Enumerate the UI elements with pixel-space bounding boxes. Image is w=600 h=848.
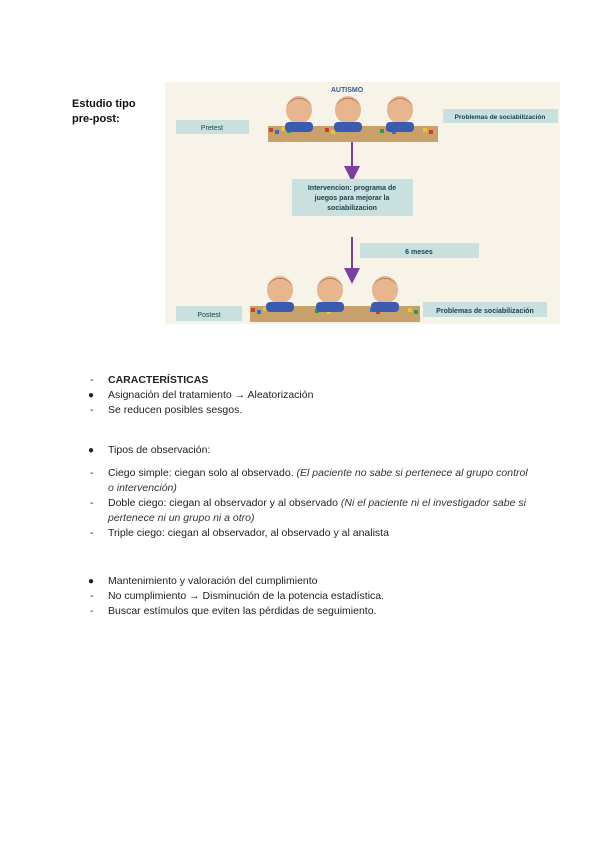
observation-types-list bbox=[88, 466, 528, 541]
intervention-box bbox=[292, 179, 413, 216]
postest-label: Postest bbox=[197, 312, 221, 319]
problem-label-top: Problemas de sociabilización bbox=[454, 114, 546, 121]
observation-types-heading: ● Tipos de observación: bbox=[88, 444, 211, 456]
problem-label-bottom: Problemas de sociabilización bbox=[436, 308, 534, 315]
duration-box bbox=[360, 243, 479, 258]
pre-post-diagram bbox=[165, 82, 560, 324]
children-illustration-bottom bbox=[250, 276, 420, 322]
intervention-line1: Intervencion: programa de bbox=[307, 185, 397, 192]
duration-label: 6 meses bbox=[405, 249, 433, 256]
intervention-line2: juegos para mejorar la bbox=[314, 195, 390, 202]
study-type-label bbox=[72, 97, 136, 127]
postest-box bbox=[176, 306, 242, 321]
list-item: - Buscar estímulos que eviten las pérdidas de seguimiento. bbox=[90, 605, 377, 617]
compliance-heading: ● Mantenimiento y valoración del cumplimiento bbox=[88, 575, 318, 587]
study-type-line2: pre-post: bbox=[72, 113, 120, 125]
children-illustration-top bbox=[268, 96, 438, 142]
pretest-label: Pretest bbox=[200, 125, 224, 132]
list-item: ● Asignación del tratamiento → Aleatorización bbox=[88, 389, 314, 401]
list-item: - Doble ciego: ciegan al observador y al observado (Ni el paciente ni el investigador sabe si pertenece ni un grupo ni a otro) bbox=[90, 497, 526, 524]
characteristics-heading: - CARACTERÍSTICAS bbox=[90, 374, 209, 386]
compliance-section bbox=[88, 574, 384, 619]
problem-box-bottom bbox=[423, 302, 547, 317]
list-item: - Ciego simple: ciegan solo al observado. (El paciente no sabe si pertenece al grupo control o intervención) bbox=[90, 467, 528, 494]
characteristics-section bbox=[88, 373, 313, 418]
problem-box-top bbox=[443, 109, 558, 123]
pretest-box bbox=[176, 120, 249, 134]
intervention-line3: sociabilizacion bbox=[327, 205, 377, 212]
study-type-line1: Estudio tipo bbox=[72, 98, 136, 110]
list-item: - No cumplimiento → Disminución de la potencia estadística. bbox=[90, 590, 385, 602]
list-item: - Triple ciego: ciegan al observador, al observado y al analista bbox=[90, 527, 389, 539]
diagram-title: AUTISMO bbox=[330, 87, 364, 94]
list-item: - Se reducen posibles sesgos. bbox=[90, 404, 243, 416]
observation-types-section bbox=[88, 443, 210, 458]
